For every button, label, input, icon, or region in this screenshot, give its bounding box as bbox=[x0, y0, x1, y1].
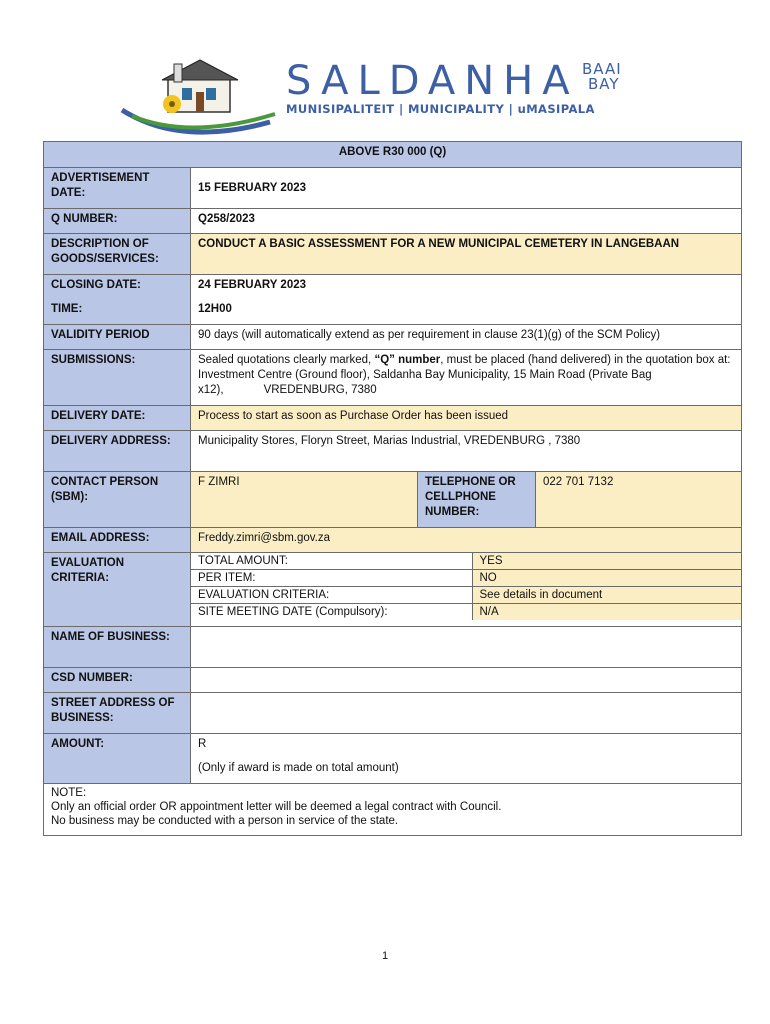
validity-value: 90 days (will automatically extend as per requirement in clause 23(1)(g) of the SCM Policy) bbox=[191, 325, 742, 350]
evaluation-row-value: See details in document bbox=[472, 587, 741, 604]
evaluation-row-value: NO bbox=[472, 570, 741, 587]
csd-number-field[interactable] bbox=[191, 668, 742, 693]
page-number: 1 bbox=[381, 950, 389, 962]
note-title: NOTE: bbox=[51, 787, 87, 799]
q-number-value: Q258/2023 bbox=[191, 209, 742, 234]
quotation-form bbox=[43, 141, 741, 836]
q-number-label: Q NUMBER: bbox=[44, 209, 191, 234]
submissions-text-post: , must be placed (hand delivered) in the quotation box at: Investment Centre (Ground floor), Saldanha Bay Municipality, 15 Main Road (Private Bag x12), bbox=[198, 354, 731, 396]
time-value: 12H00 bbox=[198, 303, 232, 315]
delivery-date-value: Process to start as soon as Purchase Order has been issued bbox=[191, 406, 742, 431]
evaluation-row-value: YES bbox=[472, 553, 741, 570]
submissions-text-bold: “Q” number bbox=[374, 354, 441, 366]
municipality-logo bbox=[120, 52, 640, 142]
delivery-address-value: Municipality Stores, Floryn Street, Marias Industrial, VREDENBURG , 7380 bbox=[191, 431, 742, 472]
evaluation-row-label: PER ITEM: bbox=[191, 570, 472, 587]
contact-person-label: CONTACT PERSON (SBM): bbox=[44, 472, 191, 528]
amount-field[interactable] bbox=[191, 734, 742, 784]
submissions-text-town: VREDENBURG, 7380 bbox=[263, 384, 377, 396]
logo-side-text bbox=[582, 62, 622, 92]
delivery-date-label: DELIVERY DATE: bbox=[44, 406, 191, 431]
note-cell bbox=[44, 784, 742, 836]
evaluation-row bbox=[191, 604, 741, 621]
csd-number-label: CSD NUMBER: bbox=[44, 668, 191, 693]
evaluation-row-value: N/A bbox=[472, 604, 741, 621]
time-label: TIME: bbox=[51, 303, 83, 315]
logo-side-line1: BAAI bbox=[582, 60, 622, 78]
evaluation-row bbox=[191, 587, 741, 604]
street-address-field[interactable] bbox=[191, 693, 742, 734]
submissions-text-pre: Sealed quotations clearly marked, bbox=[198, 354, 375, 366]
telephone-value: 022 701 7132 bbox=[536, 472, 742, 528]
telephone-label: TELEPHONE OR CELLPHONE NUMBER: bbox=[418, 472, 536, 528]
submissions-label: SUBMISSIONS: bbox=[44, 350, 191, 406]
contact-person-value: F ZIMRI bbox=[191, 472, 418, 528]
validity-label: VALIDITY PERIOD bbox=[44, 325, 191, 350]
evaluation-row bbox=[191, 570, 741, 587]
description-value: CONDUCT A BASIC ASSESSMENT FOR A NEW MUNICIPAL CEMETERY IN LANGEBAAN bbox=[191, 234, 742, 275]
submissions-value bbox=[191, 350, 742, 406]
closing-time-labels bbox=[44, 275, 191, 325]
evaluation-row-label: EVALUATION CRITERIA: bbox=[191, 587, 472, 604]
email-label: EMAIL ADDRESS: bbox=[44, 528, 191, 553]
logo-emblem-icon bbox=[120, 52, 290, 142]
advertisement-date-value: 15 FEBRUARY 2023 bbox=[191, 168, 742, 209]
business-name-field[interactable] bbox=[191, 627, 742, 668]
advertisement-date-label: ADVERTISEMENT DATE: bbox=[44, 168, 191, 209]
evaluation-criteria-cell bbox=[191, 553, 742, 627]
evaluation-table bbox=[191, 553, 741, 620]
evaluation-row-label: SITE MEETING DATE (Compulsory): bbox=[191, 604, 472, 621]
description-label: DESCRIPTION OF GOODS/SERVICES: bbox=[44, 234, 191, 275]
form-header: ABOVE R30 000 (Q) bbox=[44, 142, 742, 168]
evaluation-row bbox=[191, 553, 741, 570]
amount-label: AMOUNT: bbox=[44, 734, 191, 784]
logo-title: SALDANHA bbox=[286, 58, 579, 104]
note-line-1: Only an official order OR appointment letter will be deemed a legal contract with Council. bbox=[51, 801, 502, 813]
email-value: Freddy.zimri@sbm.gov.za bbox=[191, 528, 742, 553]
closing-date-value: 24 FEBRUARY 2023 bbox=[198, 279, 307, 291]
closing-time-values bbox=[191, 275, 742, 325]
closing-date-label: CLOSING DATE: bbox=[51, 279, 141, 291]
evaluation-row-label: TOTAL AMOUNT: bbox=[191, 553, 472, 570]
delivery-address-label: DELIVERY ADDRESS: bbox=[44, 431, 191, 472]
street-address-label: STREET ADDRESS OF BUSINESS: bbox=[44, 693, 191, 734]
evaluation-criteria-label: EVALUATION CRITERIA: bbox=[44, 553, 191, 627]
logo-side-line2: BAY bbox=[588, 75, 620, 93]
note-line-2: No business may be conducted with a person in service of the state. bbox=[51, 815, 399, 827]
business-name-label: NAME OF BUSINESS: bbox=[44, 627, 191, 668]
amount-note: (Only if award is made on total amount) bbox=[198, 762, 399, 774]
logo-subtitle: MUNISIPALITEIT | MUNICIPALITY | uMASIPALA bbox=[286, 102, 595, 116]
form-table bbox=[43, 141, 742, 836]
amount-prefix: R bbox=[198, 738, 207, 750]
